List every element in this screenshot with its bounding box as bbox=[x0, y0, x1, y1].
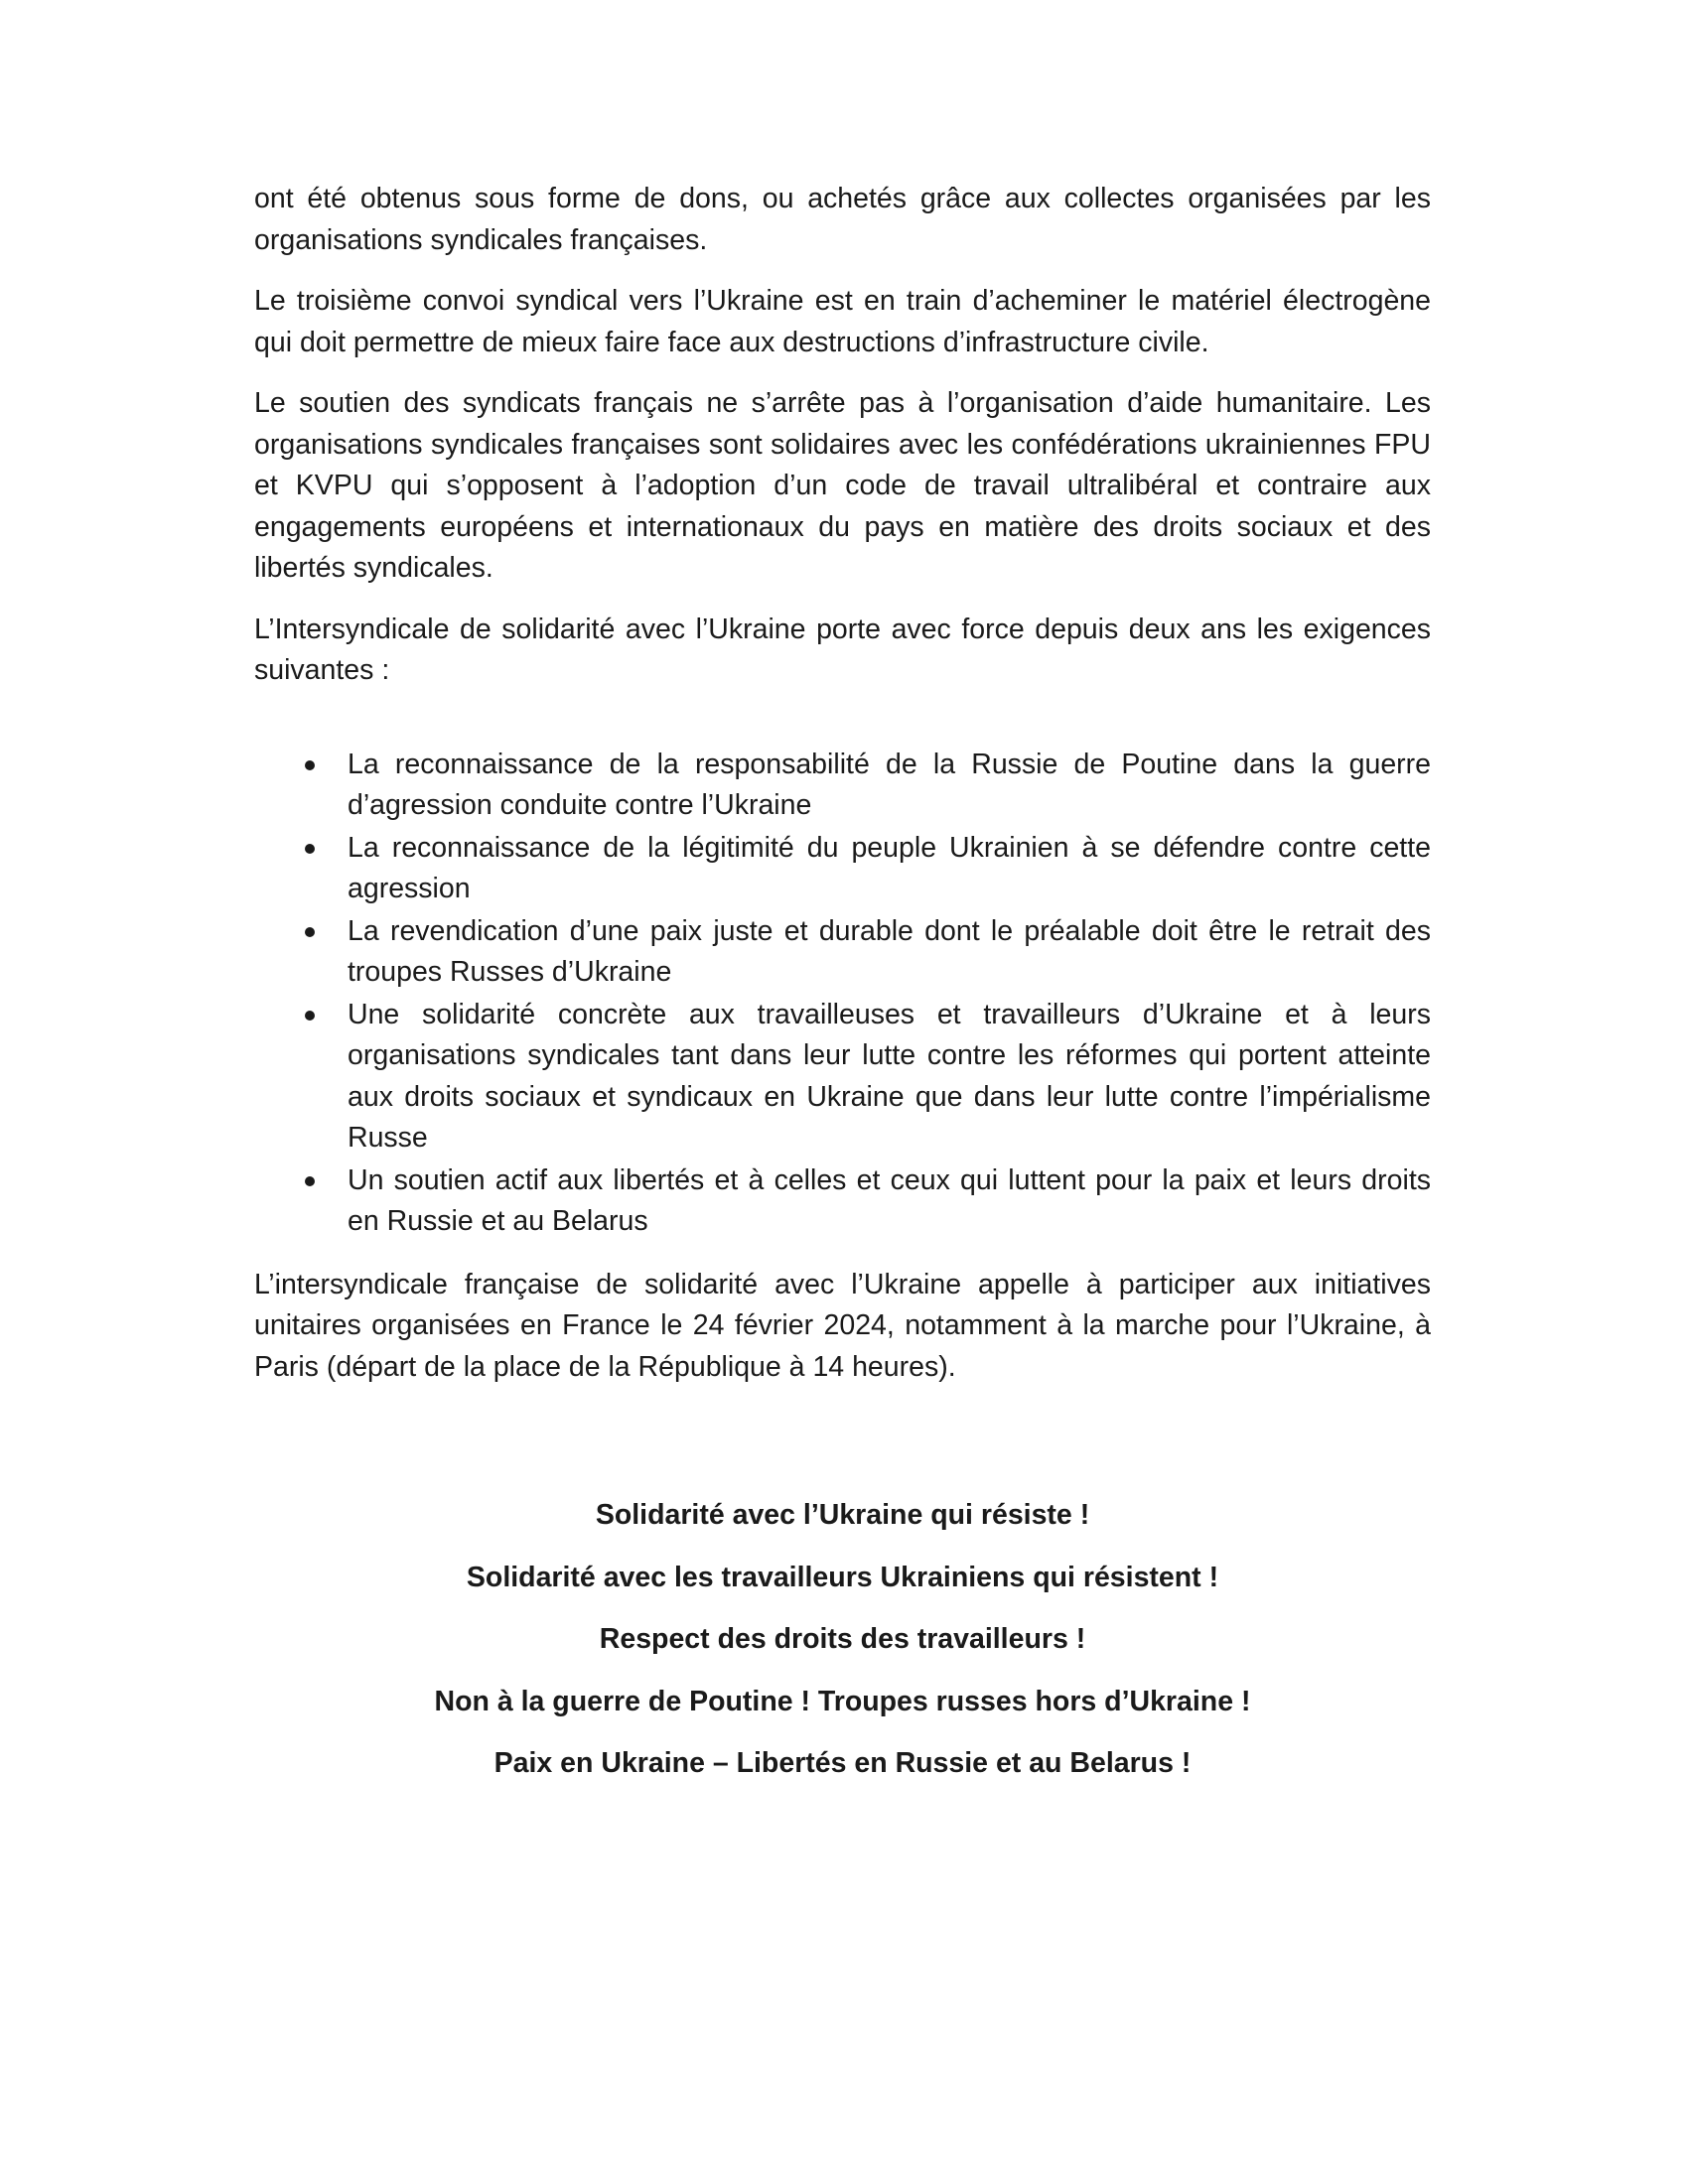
demand-text: Un soutien actif aux libertés et à celles et ceux qui luttent pour la paix et leurs droits en Russie et au Belarus bbox=[348, 1163, 1431, 1237]
slogans-block bbox=[254, 1495, 1431, 1785]
list-item bbox=[254, 995, 1431, 1160]
demand-text: La reconnaissance de la légitimité du peuple Ukrainien à se défendre contre cette agression bbox=[348, 831, 1431, 904]
paragraph-donations: ont été obtenus sous forme de dons, ou achetés grâce aux collectes organisées par les organisations syndicales françaises. bbox=[254, 183, 1431, 256]
bullet-icon bbox=[305, 1011, 315, 1021]
list-item bbox=[254, 745, 1431, 827]
slogan-line: Non à la guerre de Poutine ! Troupes russes hors d’Ukraine ! bbox=[434, 1685, 1251, 1717]
demand-text: Une solidarité concrète aux travailleuses et travailleurs d’Ukraine et à leurs organisations syndicales tant dans leur lutte contre les réformes qui portent atteinte aux droits sociaux et syndicaux en Ukraine que dans leur lutte contre l’impérialisme Russe bbox=[348, 998, 1431, 1154]
demands-list bbox=[254, 745, 1431, 1243]
bullet-icon bbox=[305, 760, 315, 770]
bullet-icon bbox=[305, 1176, 315, 1186]
paragraph-demands-intro: L’Intersyndicale de solidarité avec l’Ukraine porte avec force depuis deux ans les exigences suivantes : bbox=[254, 613, 1431, 686]
slogan-line: Paix en Ukraine – Libertés en Russie et au Belarus ! bbox=[493, 1747, 1192, 1779]
slogan-line: Solidarité avec les travailleurs Ukrainiens qui résistent ! bbox=[466, 1561, 1219, 1593]
slogan-line: Respect des droits des travailleurs ! bbox=[599, 1623, 1086, 1655]
bullet-icon bbox=[305, 844, 315, 854]
paragraph-call-to-march: L’intersyndicale française de solidarité avec l’Ukraine appelle à participer aux initiatives unitaires organisées en France le 24 février 2024, notamment à la marche pour l’Ukraine, à Paris (départ de la place de la République à 14 heures). bbox=[254, 1268, 1431, 1383]
list-item bbox=[254, 911, 1431, 994]
demand-text: La reconnaissance de la responsabilité de la Russie de Poutine dans la guerre d’agression conduite contre l’Ukraine bbox=[348, 748, 1431, 821]
demand-text: La revendication d’une paix juste et durable dont le préalable doit être le retrait des troupes Russes d’Ukraine bbox=[348, 914, 1431, 988]
bullet-icon bbox=[305, 927, 315, 937]
slogan-line: Solidarité avec l’Ukraine qui résiste ! bbox=[595, 1499, 1090, 1531]
paragraph-union-support: Le soutien des syndicats français ne s’arrête pas à l’organisation d’aide humanitaire. Les organisations syndicales françaises sont solidaires avec les confédérations ukrainiennes FPU et KVPU qui s’opposent à l’adoption d’un code de travail ultralibéral et contraire aux engagements européens et internationaux du pays en matière des droits sociaux et des libertés syndicales. bbox=[254, 387, 1431, 584]
list-item bbox=[254, 828, 1431, 910]
paragraph-third-convoy: Le troisième convoi syndical vers l’Ukraine est en train d’acheminer le matériel électrogène qui doit permettre de mieux faire face aux destructions d’infrastructure civile. bbox=[254, 285, 1431, 358]
list-item bbox=[254, 1160, 1431, 1243]
document-page bbox=[254, 179, 1431, 1806]
